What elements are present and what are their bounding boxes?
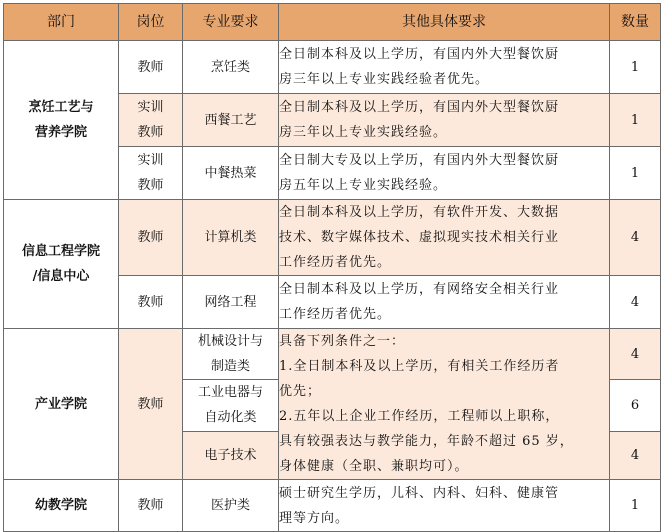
major-cell: 中餐热菜 bbox=[183, 147, 279, 200]
header-major: 专业要求 bbox=[183, 4, 279, 41]
position-cell: 教师 bbox=[119, 276, 183, 329]
position-cell: 教师 bbox=[119, 41, 183, 94]
header-dept: 部门 bbox=[4, 4, 119, 41]
header-count: 数量 bbox=[610, 4, 661, 41]
requirement-cell: 全日制本科及以上学历，有软件开发、大数据 技术、数字媒体技术、虚拟现实技术相关行业 工作经历者优先。 bbox=[279, 200, 610, 276]
header-position: 岗位 bbox=[119, 4, 183, 41]
dept-cell: 产业学院 bbox=[4, 329, 119, 480]
requirement-cell: 全日制本科及以上学历，有国内外大型餐饮厨 房三年以上专业实践经验者优先。 bbox=[279, 41, 610, 94]
position-cell: 实训 教师 bbox=[119, 147, 183, 200]
table-row bbox=[4, 480, 661, 532]
major-cell: 医护类 bbox=[183, 480, 279, 532]
count-cell: 4 bbox=[610, 329, 661, 380]
major-cell: 计算机类 bbox=[183, 200, 279, 276]
header-row bbox=[4, 4, 661, 41]
count-cell: 1 bbox=[610, 94, 661, 147]
dept-cell: 幼教学院 bbox=[4, 480, 119, 532]
major-cell: 西餐工艺 bbox=[183, 94, 279, 147]
major-cell: 烹饪类 bbox=[183, 41, 279, 94]
position-cell: 实训 教师 bbox=[119, 94, 183, 147]
position-cell: 教师 bbox=[119, 200, 183, 276]
requirement-cell: 具备下列条件之一： 1.全日制本科及以上学历，有相关工作经历者 优先； 2.五年以上企业工作经历，工程师以上职称， 具有较强表达与教学能力，年龄不超过 65 岁， 身体健康（全职、兼职均可）。 bbox=[279, 329, 610, 480]
major-cell: 电子技术 bbox=[183, 431, 279, 479]
count-cell: 1 bbox=[610, 147, 661, 200]
header-requirement: 其他具体要求 bbox=[279, 4, 610, 41]
major-cell: 网络工程 bbox=[183, 276, 279, 329]
count-cell: 4 bbox=[610, 276, 661, 329]
table-row bbox=[4, 41, 661, 94]
major-cell: 机械设计与 制造类 bbox=[183, 329, 279, 380]
position-cell: 教师 bbox=[119, 329, 183, 480]
table-row bbox=[4, 200, 661, 276]
requirement-cell: 全日制本科及以上学历，有国内外大型餐饮厨 房三年以上专业实践经验。 bbox=[279, 94, 610, 147]
requirement-cell: 硕士研究生学历，儿科、内科、妇科、健康管 理等方向。 bbox=[279, 480, 610, 532]
requirement-cell: 全日制本科及以上学历，有网络安全相关行业 工作经历者优先。 bbox=[279, 276, 610, 329]
recruitment-table bbox=[3, 3, 661, 532]
count-cell: 6 bbox=[610, 380, 661, 431]
position-cell: 教师 bbox=[119, 480, 183, 532]
table-row bbox=[4, 329, 661, 380]
count-cell: 1 bbox=[610, 41, 661, 94]
count-cell: 1 bbox=[610, 480, 661, 532]
major-cell: 工业电器与 自动化类 bbox=[183, 380, 279, 431]
requirement-cell: 全日制大专及以上学历，有国内外大型餐饮厨 房五年以上专业实践经验。 bbox=[279, 147, 610, 200]
count-cell: 4 bbox=[610, 431, 661, 479]
dept-cell: 信息工程学院 /信息中心 bbox=[4, 200, 119, 329]
count-cell: 4 bbox=[610, 200, 661, 276]
dept-cell: 烹饪工艺与 营养学院 bbox=[4, 41, 119, 200]
